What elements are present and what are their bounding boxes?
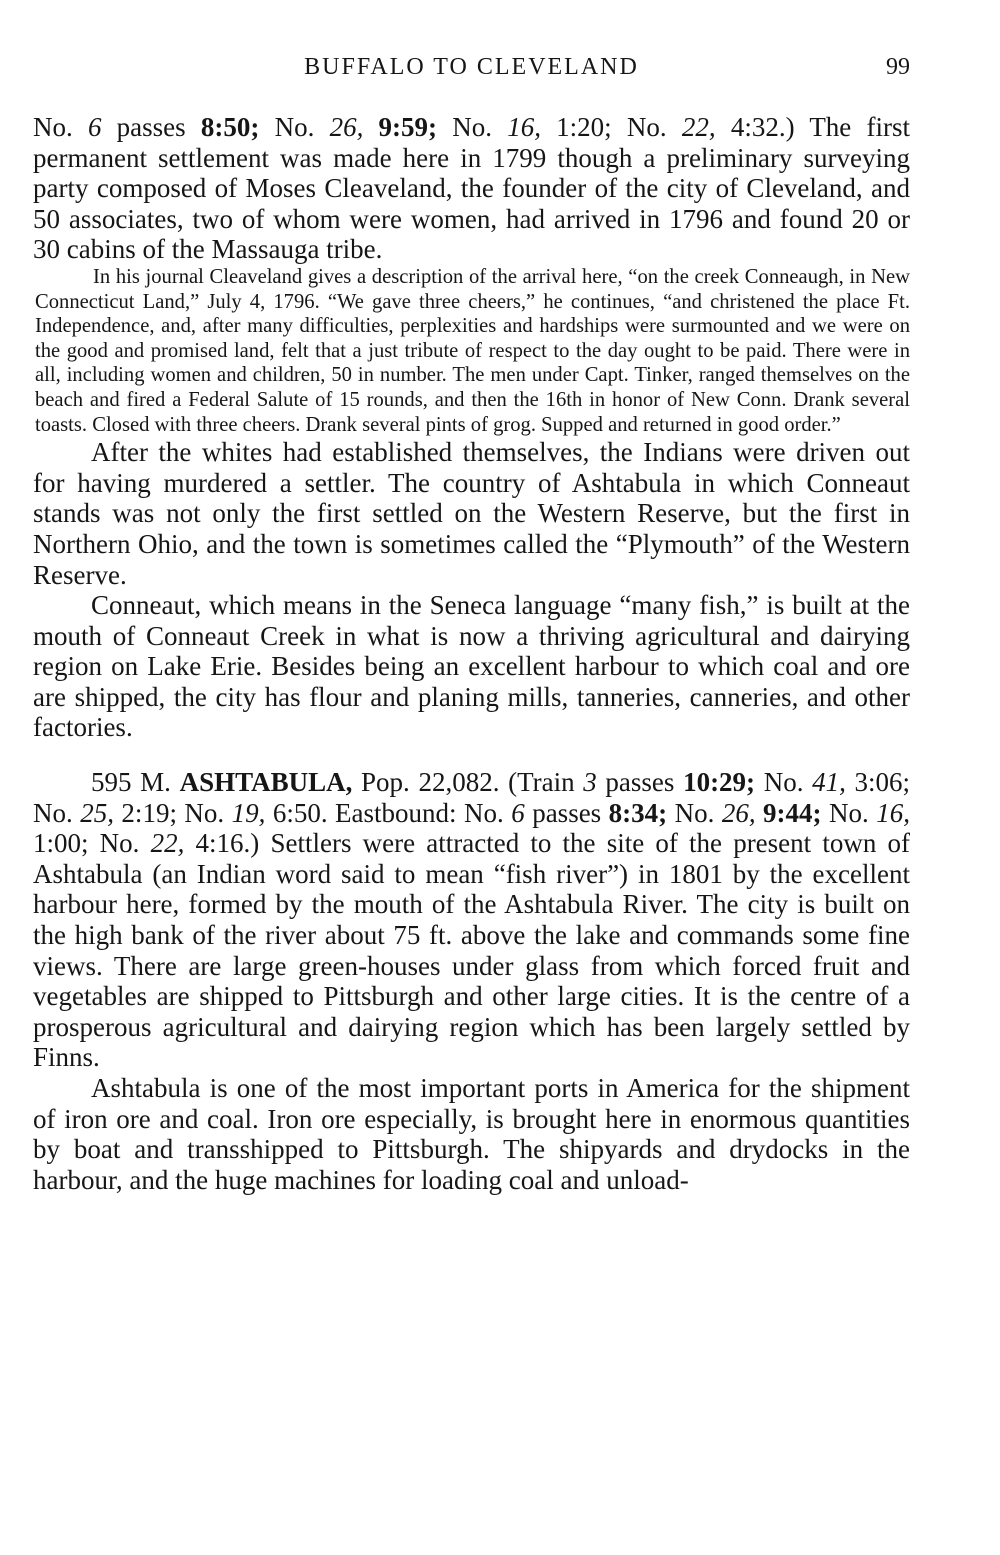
page-number: 99 (886, 54, 910, 80)
paragraph-conneaut: Conneaut, which means in the Seneca language “many fish,” is built at the mouth of Conneaut Creek in what is now a thriving agricultural and dairying region on Lake Erie. Besides being an excellent harbour to which coal and ore are shipped, the city has flour and planing mills, tanneries, canneries, and other factories. (33, 590, 910, 743)
paragraph-conneaut-timetable: No. 6 passes 8:50; No. 26, 9:59; No. 16, 1:20; No. 22, 4:32.) The first permanent settlement was made here in 1799 though a preliminary surveying party composed of Moses Cleaveland, the founder of the city of Cleveland, and 50 associates, two of whom were women, had arrived in 1796 and found 20 or 30 cabins of the Massauga tribe. (33, 112, 910, 265)
entry-ashtabula: 595 M. ASHTABULA, Pop. 22,082. (Train 3 passes 10:29; No. 41, 3:06; No. 25, 2:19; No. 19, 6:50. Eastbound: No. 6 passes 8:34; No. 26, 9:44; No. 16, 1:00; No. 22, 4:16.) Settlers were attracted to the site of the present town of Ashtabula (an Indian word said to mean “fish river”) in 1801 by the excellent harbour here, formed by the mouth of the Ashtabula River. The city is built on the high bank of the river about 75 ft. above the lake and commands some fine views. There are large green-houses under glass from which forced fruit and vegetables are shipped to Pittsburgh and other large cities. It is the centre of a prosperous agricultural and dairying region which has been largely settled by Finns. (33, 767, 911, 1073)
entry-description: Settlers were attracted to the site of the present town of Ashtabula (an Indian word said to mean “fish river”) in 1801 by the excellent harbour here, formed by the mouth of the Ashtabula River. The city is built on the high bank of the river about 75 ft. above the lake and commands some fine views. There are large green-houses under glass from which forced fruit and vegetables are shipped to Pittsburgh and other large cities. It is the centre of a prosperous agricultural and dairying region which has been largely settled by Finns. (33, 828, 911, 1073)
entry-town-name: ASHTABULA, (179, 767, 353, 798)
paragraph-settlement: The first permanent settlement was made here in 1799 though a preliminary surveying party composed of Moses Cleaveland, the founder of the city of Cleveland, and 50 associates, two of whom were women, had arrived in 1796 and found 20 or 30 cabins of the Massauga tribe. (33, 112, 910, 265)
paragraph-indians: After the whites had established themselves, the Indians were driven out for having murdered a settler. The country of Ashtabula in which Conneaut stands was not only the first settled on the Western Reserve, but the first in Northern Ohio, and the town is sometimes called the “Plymouth” of the Western Reserve. (33, 437, 910, 590)
entry-population: Pop. 22,082. (352, 767, 500, 798)
entry-mileage: 595 M. (91, 767, 171, 798)
page-text (33, 112, 910, 1195)
journal-quotation: In his journal Cleaveland gives a description of the arrival here, “on the creek Conneaugh, in New Connecticut Land,” July 4, 1796. “We gave three cheers,” he continues, “and christened the place Ft. Independence, and, after many difficulties, perplexities and hardships were surmounted and we were on the good and promised land, felt that a just tribute of respect to the day ought to be paid. There were in all, including women and children, 50 in number. The men under Capt. Tinker, ranged themselves on the beach and fired a Federal Salute of 15 rounds, and then the 16th in honor of New Conn. Drank several toasts. Closed with three cheers. Drank several pints of grog. Supped and returned in good order.” (35, 265, 910, 436)
running-head-title: BUFFALO TO CLEVELAND (304, 54, 639, 80)
running-head (33, 54, 910, 88)
paragraph-ashtabula-port: Ashtabula is one of the most important ports in America for the shipment of iron ore and coal. Iron ore especially, is brought here in enormous quantities by boat and transshipped to Pittsburgh. The shipyards and drydocks in the harbour, and the huge machines for loading coal and unload- (33, 1073, 910, 1195)
